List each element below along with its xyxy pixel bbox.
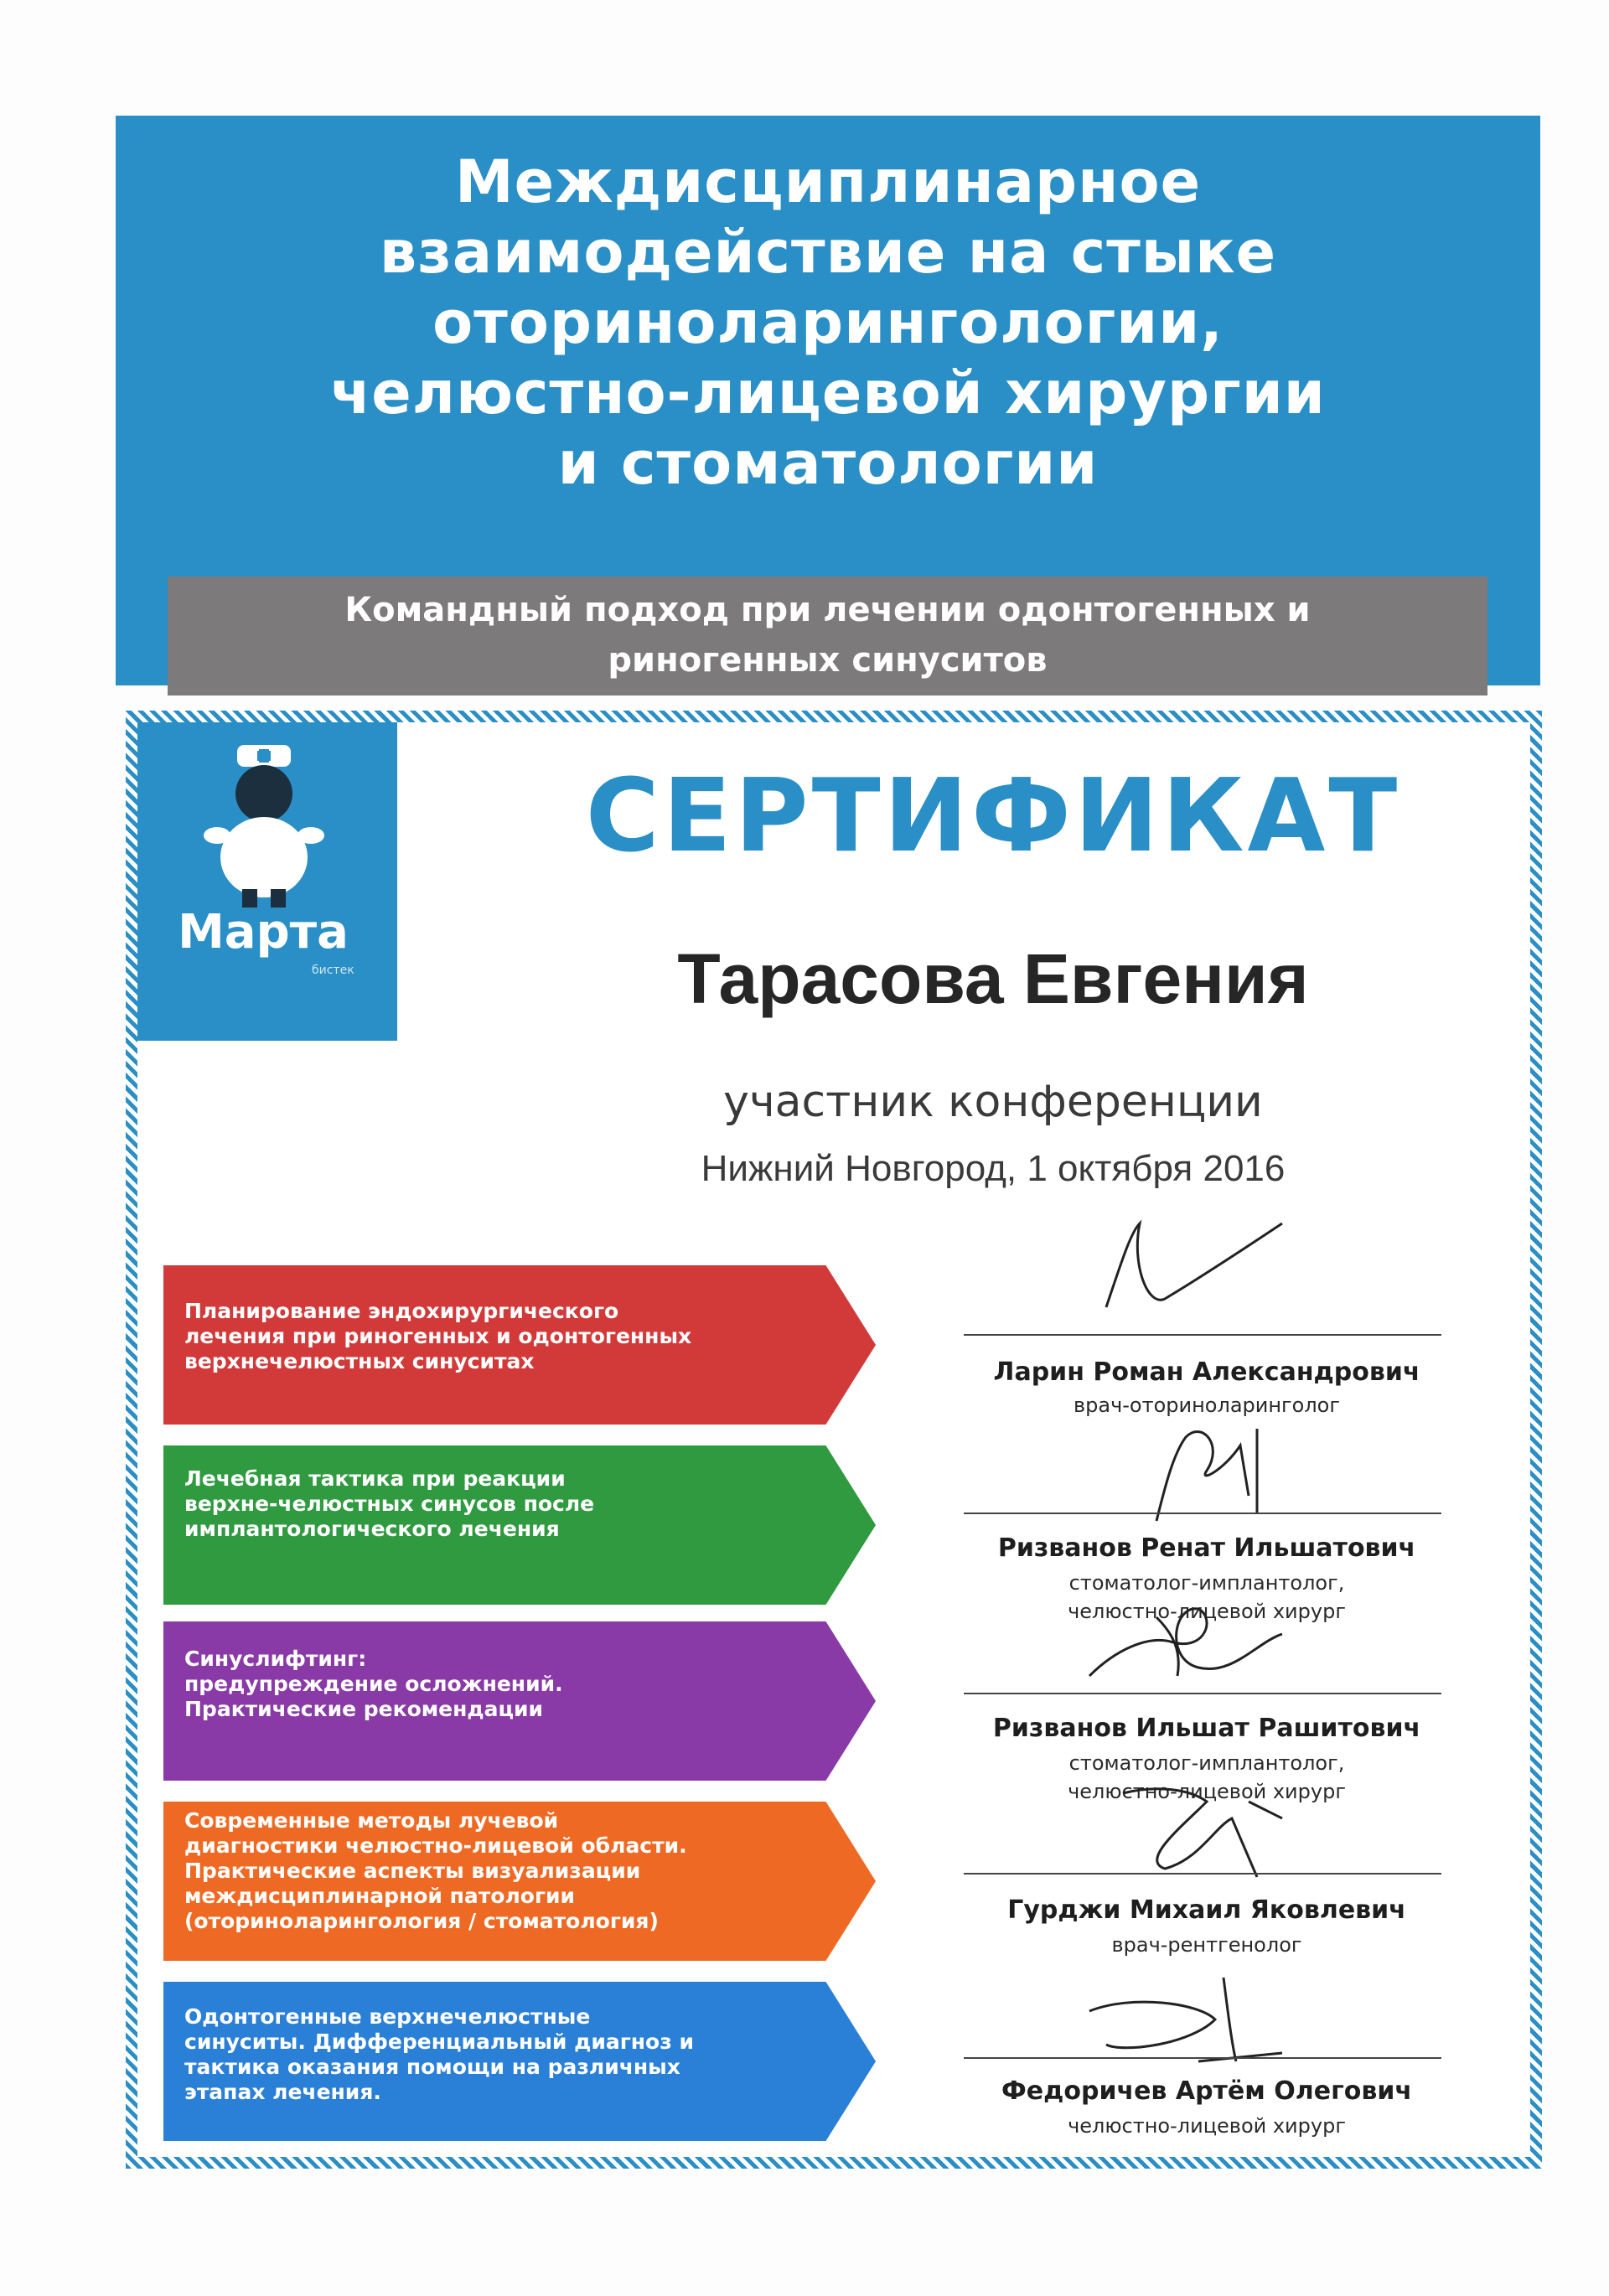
topic-line: Одонтогенные верхнечелюстные: [184, 2004, 591, 2029]
speaker-role-line: челюстно-лицевой хирург: [1068, 1600, 1346, 1623]
conference-subtitle: [168, 585, 1487, 685]
speaker-role-line: челюстно-лицевой хирург: [1068, 1780, 1346, 1803]
title-line: и стоматологии: [557, 429, 1099, 498]
topic-text-2: [184, 1466, 838, 1542]
place-date: Нижний Новгород, 1 октября 2016: [701, 1148, 1286, 1189]
topic-line: Планирование эндохирургического: [184, 1299, 619, 1323]
topic-line: Лечебная тактика при реакции: [184, 1466, 566, 1491]
subtitle-line: риногенных синуситов: [608, 641, 1048, 680]
signature-line: [964, 1693, 1441, 1694]
signature-4: [1006, 1768, 1358, 1894]
speaker-role: [939, 1931, 1475, 1959]
signature-1: [1006, 1207, 1358, 1332]
topic-line: имплантологического лечения: [184, 1517, 560, 1541]
signature-line: [964, 1513, 1441, 1514]
topic-line: лечения при риногенных и одонтогенных: [184, 1324, 692, 1348]
speaker-name: Ларин Роман Александрович: [993, 1357, 1420, 1387]
topic-line: Современные методы лучевой: [184, 1808, 559, 1833]
logo-subtext: бистек: [312, 964, 354, 977]
speaker-name: Ризванов Ильшат Рашитович: [992, 1714, 1421, 1743]
speaker-role: [939, 2112, 1475, 2140]
topic-line: междисциплинарной патологии: [184, 1884, 576, 1908]
topic-line: этапах лечения.: [184, 2080, 381, 2104]
topic-line: (оториноларингология / стоматология): [184, 1909, 659, 1933]
topic-line: верхнечелюстных синуситах: [184, 1349, 535, 1373]
speaker-role-line: стоматолог-имплантолог,: [1068, 1751, 1345, 1775]
subtitle-line: Командный подход при лечении одонтогенных и: [344, 591, 1311, 629]
conference-title: [116, 147, 1540, 499]
logo-name: Марта: [178, 905, 349, 959]
nurse-icon: [189, 742, 339, 909]
topic-line: Синуслифтинг:: [184, 1647, 367, 1671]
speaker-role-line: челюстно-лицевой хирург: [1068, 2114, 1346, 2138]
topic-line: тактика оказания помощи на различных: [184, 2055, 680, 2079]
topic-text-5: [184, 2004, 838, 2105]
topic-text-1: [184, 1299, 838, 1374]
speaker-name: Ризванов Ренат Ильшатович: [997, 1533, 1416, 1563]
topic-line: предупреждение осложнений.: [184, 1672, 563, 1696]
title-line: Междисциплинарное: [454, 147, 1202, 216]
speaker-name: Гурджи Михаил Яковлевич: [1007, 1895, 1406, 1925]
signature-line: [964, 2057, 1441, 2059]
title-line: челюстно-лицевой хирургии: [330, 359, 1326, 427]
topic-line: синуситы. Дифференциальный диагноз и: [184, 2030, 694, 2054]
recipient-role: участник конференции: [723, 1077, 1263, 1127]
title-line: оториноларингологии,: [432, 288, 1224, 357]
signature-3: [1006, 1584, 1358, 1709]
speaker-role-line: стоматолог-имплантолог,: [1068, 1571, 1345, 1595]
recipient-name: Тарасова Евгения: [677, 939, 1309, 1018]
signature-2: [1006, 1412, 1358, 1538]
topic-text-4: [184, 1808, 838, 1934]
signature-line: [964, 1873, 1441, 1875]
topic-line: верхне-челюстных синусов после: [184, 1492, 595, 1516]
signature-5: [1006, 1961, 1358, 2087]
speaker-name: Федоричев Артём Олегович: [1001, 2076, 1412, 2106]
certificate-title: СЕРТИФИКАТ: [585, 758, 1401, 875]
topic-line: Практические аспекты визуализации: [184, 1859, 641, 1883]
title-line: взаимодействие на стыке: [379, 218, 1277, 287]
topic-text-3: [184, 1647, 838, 1722]
signature-line: [964, 1334, 1441, 1336]
topic-line: Практические рекомендации: [184, 1697, 544, 1721]
topic-line: диагностики челюстно-лицевой области.: [184, 1833, 687, 1858]
speaker-role-line: врач-оториноларинголог: [1074, 1394, 1340, 1417]
speaker-role-line: врач-рентгенолог: [1111, 1933, 1302, 1957]
